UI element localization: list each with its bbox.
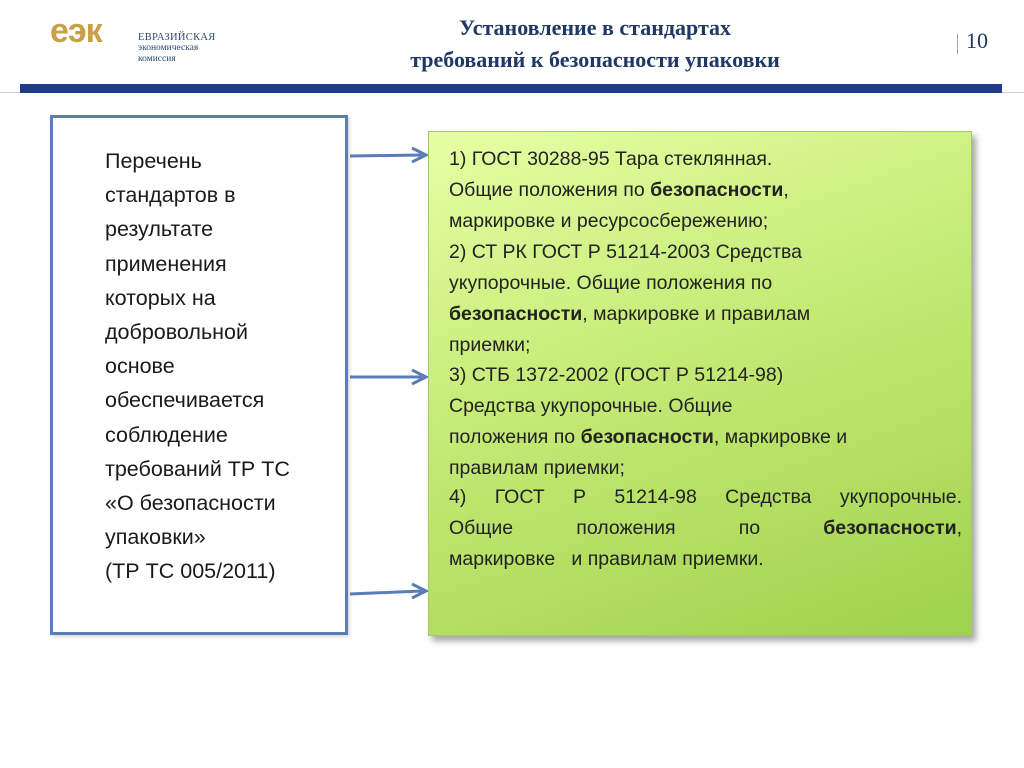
standards-description-text <box>105 144 345 589</box>
standard-line: Средства укупорочные. Общие <box>449 395 733 417</box>
text-run: по <box>738 517 761 539</box>
text-run: Общие положения по <box>449 179 651 201</box>
description-line: обеспечивается <box>105 388 265 413</box>
standard-line: укупорочные. Общие положения по <box>449 272 773 294</box>
text-run: , маркировке и <box>713 426 848 448</box>
description-line: упаковки» <box>105 525 206 550</box>
standard-line: маркировке и правилам приемки. <box>449 548 764 570</box>
standard-item-4 <box>449 482 969 575</box>
slide-title-line-2: требований к безопасности упаковки <box>410 47 780 72</box>
eek-logo: еэк <box>50 12 102 50</box>
arrow-right-icon <box>350 146 432 166</box>
description-line: «О безопасности <box>105 491 276 516</box>
logo-caption <box>138 32 216 65</box>
description-line: результате <box>105 217 214 242</box>
text-run: 51214-98 <box>614 486 697 508</box>
standard-line <box>449 482 962 513</box>
standard-line <box>449 175 969 206</box>
text-run: Общие <box>449 517 514 539</box>
standard-line: приемки; <box>449 334 531 356</box>
description-line: Перечень <box>105 149 202 173</box>
description-line: стандартов в <box>105 183 236 208</box>
standards-description-box <box>50 115 348 635</box>
page-number-divider <box>957 34 958 54</box>
text-run: Р <box>573 486 587 508</box>
arrow-right-icon <box>350 367 432 387</box>
description-line: добровольной <box>105 320 248 345</box>
logo-line-2: экономическая <box>138 43 199 53</box>
description-line: применения <box>105 251 227 276</box>
text-run: Средства <box>725 486 812 508</box>
emphasis-safety: безопасности <box>650 179 784 201</box>
standard-line <box>449 422 969 453</box>
emphasis-safety: безопасности <box>449 303 583 325</box>
standard-line: маркировке и ресурсосбережению; <box>449 210 769 232</box>
logo-line-3: комиссия <box>138 54 176 64</box>
standard-item-1 <box>449 144 969 237</box>
standard-item-3 <box>449 360 969 484</box>
standard-item-2 <box>449 237 969 361</box>
emphasis-safety: безопасности <box>580 426 714 448</box>
text-run: положения <box>576 517 676 539</box>
standard-line: 1) ГОСТ 30288-95 Тара стеклянная. <box>449 148 773 170</box>
description-line: соблюдение <box>105 422 228 447</box>
description-line: которых на <box>105 285 216 310</box>
standard-line: правилам приемки; <box>449 457 625 479</box>
arrow-right-icon <box>350 582 432 602</box>
standard-line <box>449 299 969 330</box>
description-line: основе <box>105 354 175 379</box>
text-run: , маркировке и правилам <box>582 303 811 325</box>
standard-line <box>449 513 962 544</box>
slide-title <box>330 12 860 76</box>
emphasis-safety: безопасности <box>823 517 957 539</box>
slide-header <box>0 0 1024 96</box>
text-run: ГОСТ <box>494 486 545 508</box>
standard-line: 3) СТБ 1372-2002 (ГОСТ Р 51214-98) <box>449 364 784 386</box>
standards-list-box <box>428 131 972 636</box>
standard-line: 2) СТ РК ГОСТ Р 51214-2003 Средства <box>449 241 803 263</box>
header-accent-bar <box>20 84 1002 93</box>
logo-line-1: ЕВРАЗИЙСКАЯ <box>138 32 216 43</box>
text-run <box>823 513 962 544</box>
description-line: требований ТР ТС <box>105 456 290 481</box>
text-run: укупорочные. <box>839 486 962 508</box>
text-run: 4) <box>449 486 467 508</box>
text-run: , <box>783 179 789 201</box>
slide-title-line-1: Установление в стандартах <box>458 15 732 40</box>
page-number: 10 <box>966 28 988 53</box>
text-run: положения по <box>449 426 581 448</box>
text-run: , <box>956 517 962 539</box>
description-line: (ТР ТС 005/2011) <box>105 559 276 584</box>
